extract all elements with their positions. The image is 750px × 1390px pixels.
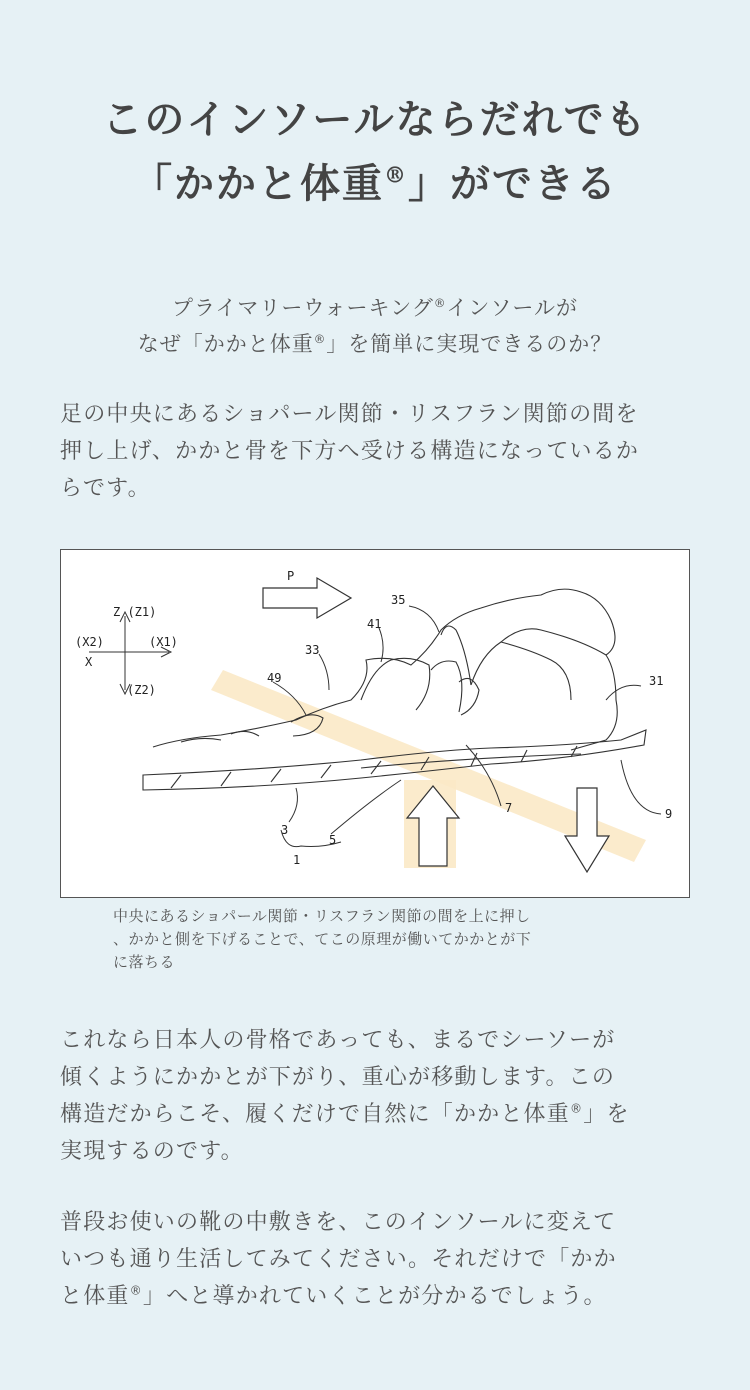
para3-line-2: いつも通り生活してみてください。それだけで「かか [60,1247,617,1272]
heading-line-2-a: 「かかと体重 [132,160,384,207]
label-35: 35 [391,593,406,607]
label-3: 3 [281,823,289,837]
registered-mark: ® [313,332,327,346]
paragraph-3 [60,1204,700,1315]
para2-line-1: これなら日本人の骨格であっても、まるでシーソーが [60,1028,616,1053]
page-heading [0,88,750,216]
caption-line-1: 中央にあるショパール関節・リスフラン関節の間を上に押し [113,907,531,925]
intro-line-3: らです。 [60,476,151,501]
label-x2: (X2) [75,635,104,649]
heading-line-2 [0,152,750,216]
subheading-line-1-a: プライマリーウォーキング [171,296,434,320]
para2-line-3-a: 構造だからこそ、履くだけで自然に「かかと体重 [60,1102,570,1127]
axis-cross [89,612,171,694]
label-9: 9 [665,807,673,821]
para3-line-3 [60,1278,700,1315]
para2-line-3-b: 」を [583,1102,630,1127]
registered-mark: ® [384,162,408,189]
caption-line-2: 、かかと側を下げることで、てこの原理が働いてかかとが下 [113,930,532,948]
figure-caption [113,905,673,974]
label-1: 1 [293,853,301,867]
subheading-line-1-b: インソールが [446,296,579,320]
foot-bones-outline [153,589,617,750]
para3-line-3-a: と体重 [60,1284,130,1309]
intro-line-2: 押し上げ、かかと骨を下方へ受ける構造になっているか [60,439,640,464]
para3-line-3-b: 」へと導かれていくことが分かるでしょう。 [142,1284,607,1309]
registered-mark: ® [569,1101,584,1116]
label-41: 41 [367,617,382,631]
label-p: P [287,569,295,583]
subheading-line-2-a: なぜ「かかと体重 [137,332,314,356]
subheading-line-2 [0,326,750,362]
force-arrow-p [263,578,351,618]
para3-line-1: 普段お使いの靴の中敷きを、このインソールに変えて [60,1210,617,1235]
intro-paragraph [60,396,700,507]
caption-line-3: に落ちる [113,953,176,971]
subheading-line-2-b: 」を簡単に実現できるのか？ [326,332,613,356]
insole-diagram [60,549,690,898]
para2-line-2: 傾くようにかかとが下がり、重心が移動します。この [60,1065,616,1090]
registered-mark: ® [129,1283,143,1298]
label-x: X [85,655,93,669]
label-31: 31 [649,674,664,688]
subheading-line-1 [0,290,750,326]
subheading [0,290,750,362]
label-33: 33 [305,643,320,657]
para2-line-3 [60,1096,700,1133]
label-x1: (X1) [149,635,178,649]
intro-line-1: 足の中央にあるショパール関節・リスフラン関節の間を [60,402,639,427]
label-z1: Z (Z1) [113,605,157,619]
insole-diagram-svg [61,550,689,897]
label-z2: (Z2) [127,683,156,697]
heading-line-1: このインソールならだれでも [102,96,648,143]
label-5: 5 [329,833,337,847]
paragraph-2 [60,1022,700,1170]
label-49: 49 [267,671,282,685]
para2-line-4: 実現するのです。 [60,1139,244,1164]
label-7: 7 [505,801,513,815]
heading-line-2-b: 」ができる [408,160,618,207]
registered-mark: ® [433,296,447,310]
